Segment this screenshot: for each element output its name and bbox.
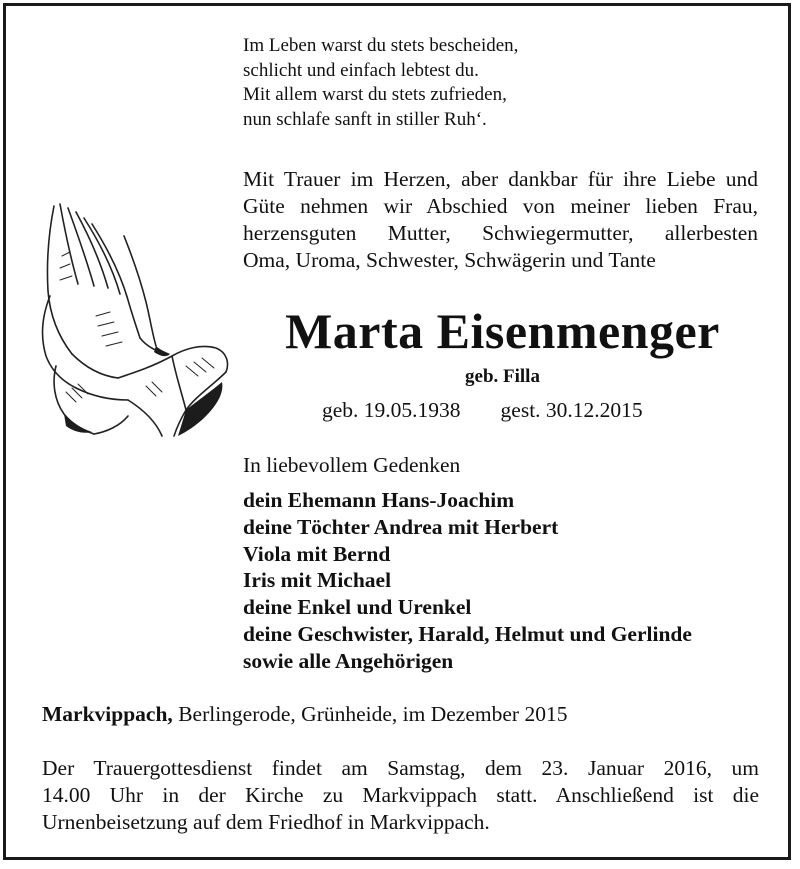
place-main: Markvippach, [42, 702, 173, 726]
family-line: sowie alle Angehörigen [243, 648, 454, 673]
family-line: deine Geschwister, Harald, Helmut und Gerlinde [243, 621, 692, 646]
poem-line: Im Leben warst du stets bescheiden, [243, 35, 519, 56]
intro-line: herzensguten Mutter, Schwiegermutter, allerbesten [243, 221, 758, 245]
life-dates [322, 398, 643, 423]
place-date-line [42, 702, 567, 727]
service-line: 14.00 Uhr in der Kirche zu Markvippach statt. Anschließend ist die [42, 783, 759, 807]
service-line: Der Trauergottesdienst findet am Samstag, dem 23. Januar 2016, um [42, 756, 759, 780]
family-line: deine Enkel und Urenkel [243, 595, 472, 620]
family-line: dein Ehemann Hans-Joachim [243, 488, 515, 512]
deceased-name: Marta Eisenmenger [285, 303, 720, 359]
poem-line: Mit allem warst du stets zufrieden, [243, 84, 507, 105]
family-list [243, 487, 692, 675]
service-line: Urnenbeisetzung auf dem Friedhof in Markvippach. [42, 810, 490, 834]
intro-line: Oma, Uroma, Schwester, Schwägerin und Tante [243, 248, 656, 272]
family-line: deine Töchter Andrea mit Herbert [243, 514, 559, 539]
family-line: Viola mit Bernd [243, 541, 391, 566]
intro-line: Güte nehmen wir Abschied von meiner lieben Frau, [243, 194, 758, 218]
family-line: Iris mit Michael [243, 568, 392, 593]
poem [243, 34, 518, 132]
death-date: gest. 30.12.2015 [500, 398, 643, 422]
memory-line: In liebevollem Gedenken [243, 453, 461, 477]
place-rest: Berlingerode, Grünheide, im Dezember 2015 [172, 702, 568, 726]
birth-name: geb. Filla [465, 366, 540, 387]
poem-line: nun schlafe sanft in stiller Ruh‘. [243, 108, 487, 130]
birth-date: geb. 19.05.1938 [322, 398, 461, 422]
service-text [42, 755, 759, 836]
praying-hands-icon [36, 196, 232, 440]
poem-line: schlicht und einfach lebtest du. [243, 59, 479, 81]
intro-text [243, 166, 758, 274]
intro-line: Mit Trauer im Herzen, aber dankbar für ihre Liebe und [243, 167, 758, 191]
